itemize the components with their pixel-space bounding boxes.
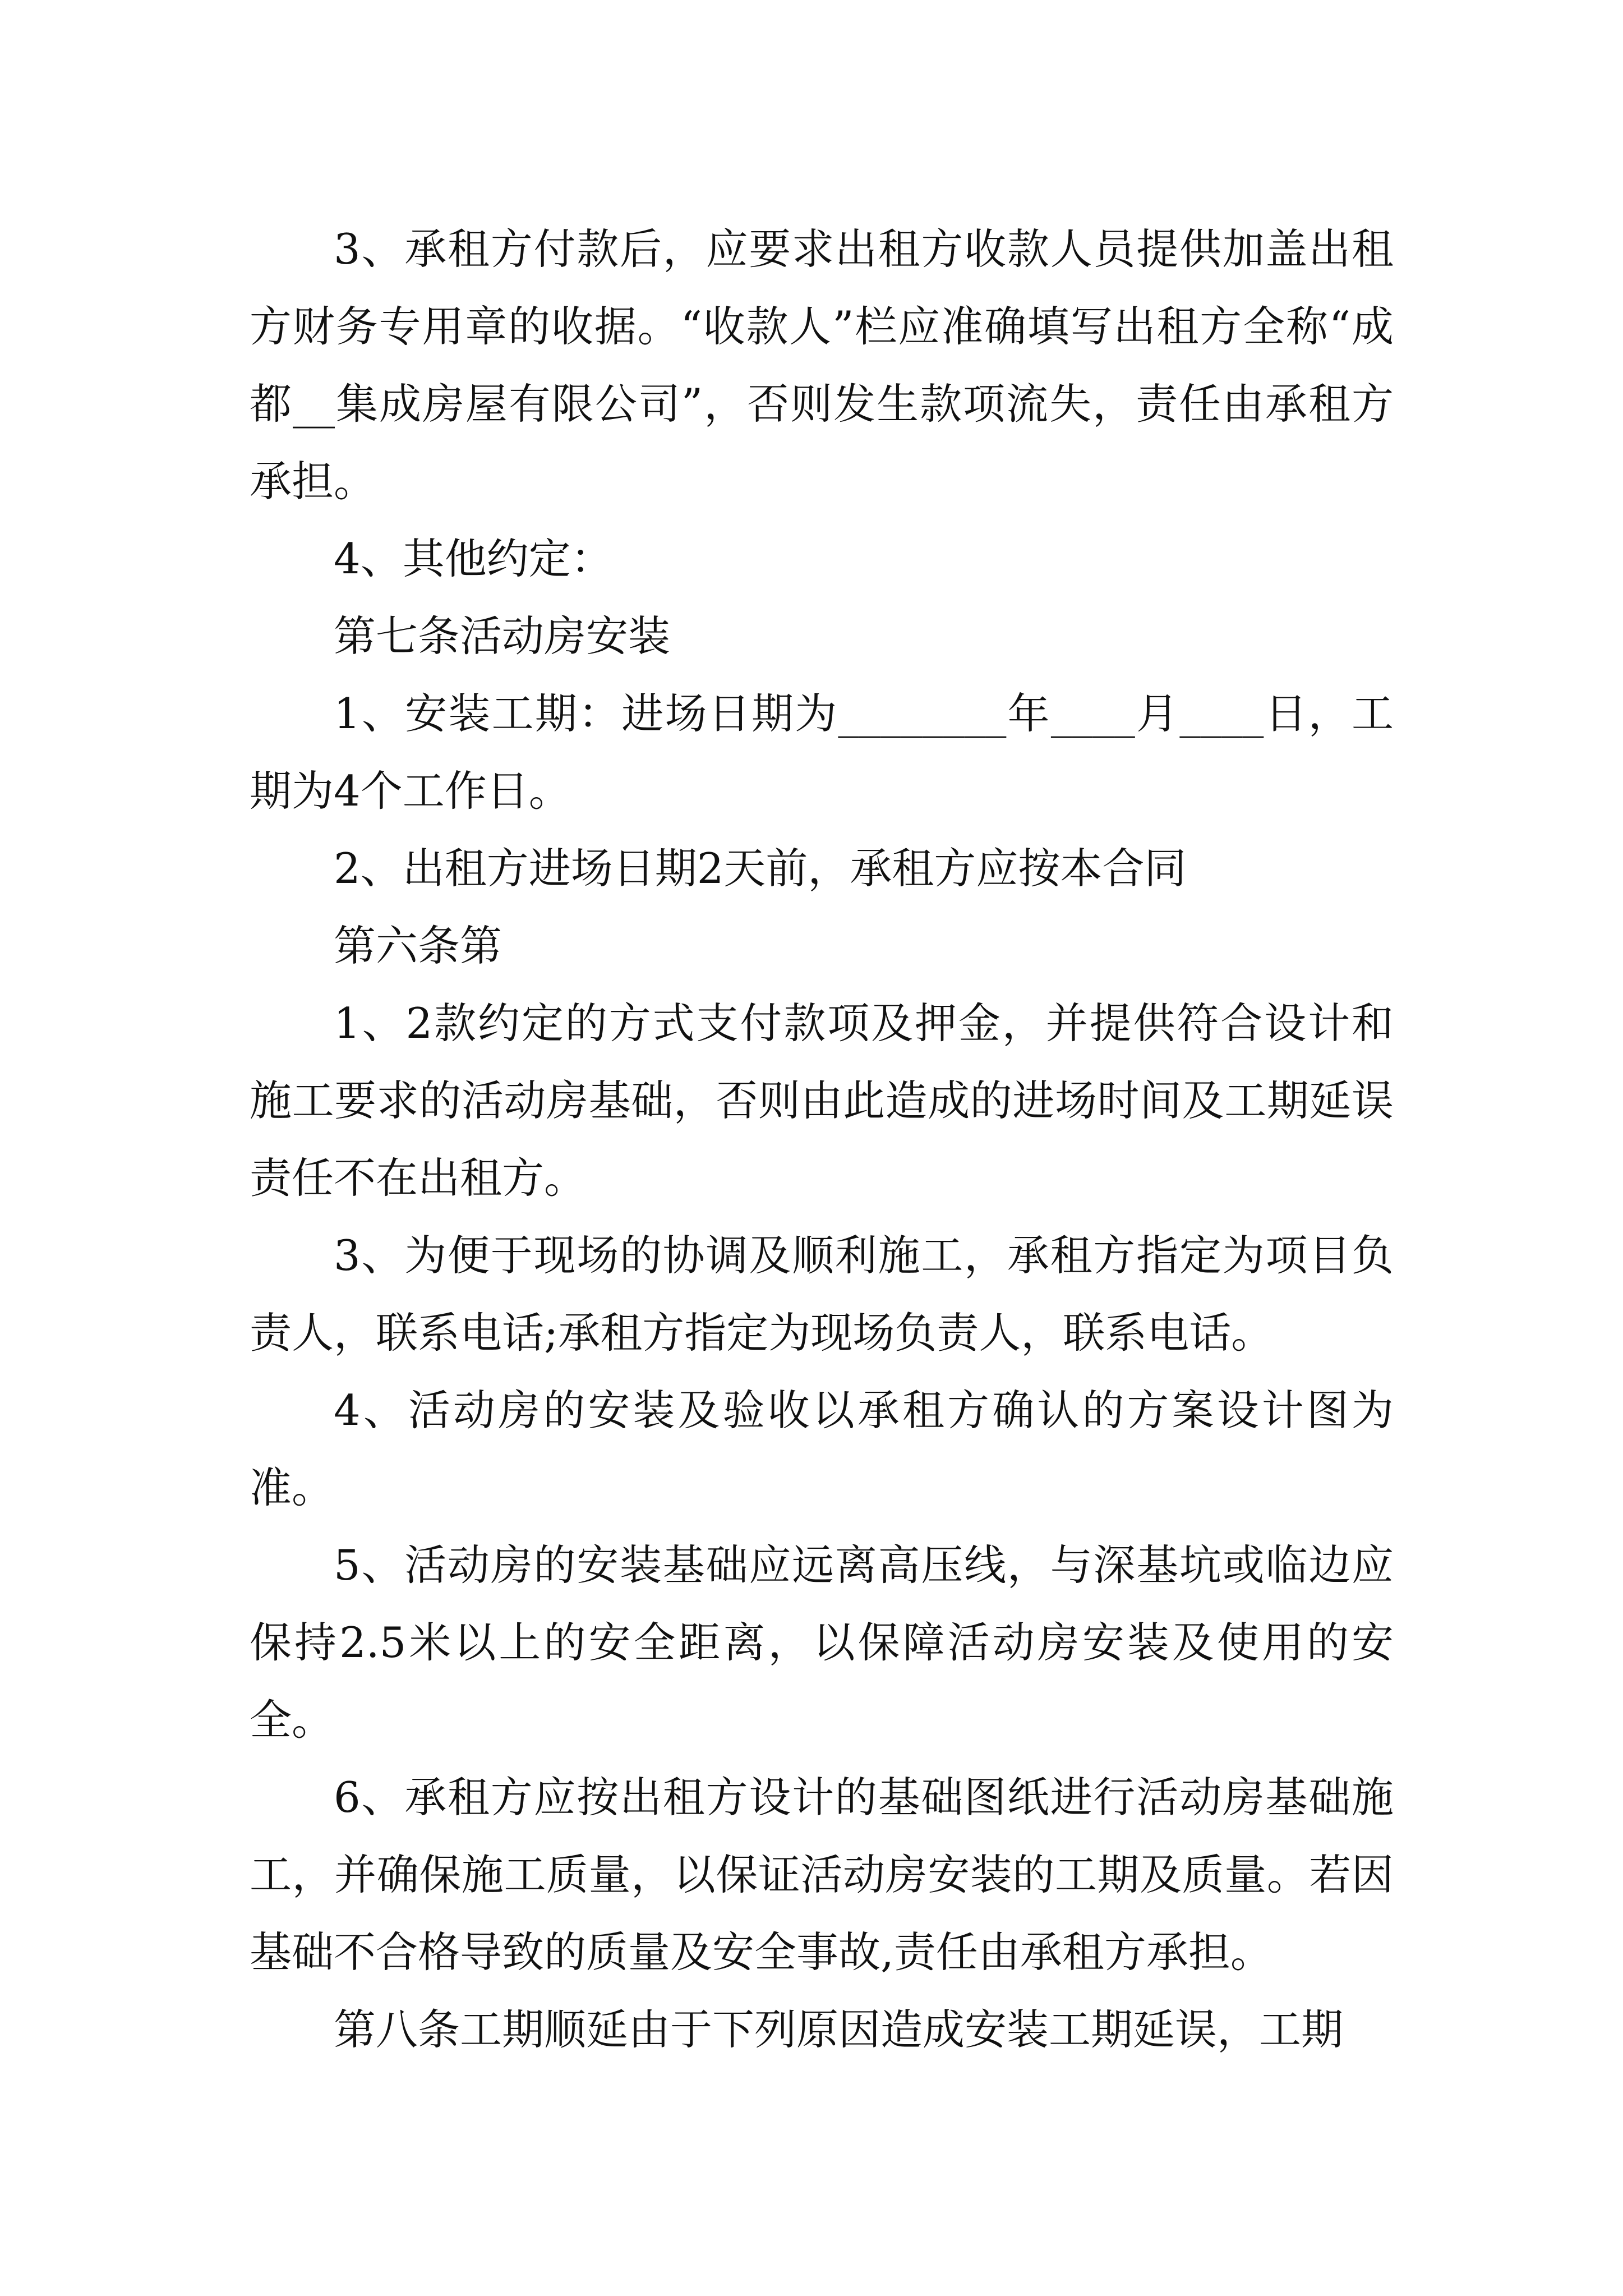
paragraph-foundation-quality: 6、承租方应按出租方设计的基础图纸进行活动房基础施工，并确保施工质量，以保证活动房安装的工期及质量。若因基础不合格导致的质量及安全事故,责任由承租方承担。 (250, 1773, 1394, 1977)
paragraph-article-6-ref: 第六条第 (334, 921, 502, 970)
paragraph-acceptance: 4、活动房的安装及验收以承租方确认的方案设计图为准。 (250, 1386, 1394, 1512)
paragraph-payment-foundation: 1、2款约定的方式支付款项及押金，并提供符合设计和施工要求的活动房基础，否则由此造成的进场时间及工期延误责任不在出租方。 (250, 999, 1394, 1203)
paragraph-site-coordination: 3、为便于现场的协调及顺利施工，承租方指定为项目负责人，联系电话;承租方指定为现场负责人，联系电话。 (250, 1231, 1394, 1358)
paragraph-article-8: 第八条工期顺延由于下列原因造成安装工期延误，工期 (334, 2005, 1344, 2054)
paragraph-other-agreements: 4、其他约定： (334, 534, 613, 583)
paragraph-entry-date: 2、出租方进场日期2天前，承租方应按本合同 (334, 844, 1187, 893)
paragraph-safety-distance: 5、活动房的安装基础应远离高压线，与深基坑或临边应保持2.5米以上的安全距离，以保障活动房安装及使用的安全。 (250, 1540, 1394, 1745)
paragraph-install-period: 1、安装工期：进场日期为________年____月____日，工期为4个工作日。 (250, 689, 1394, 816)
heading-article-7: 第七条活动房安装 (334, 611, 671, 661)
document-body (250, 210, 1394, 2068)
paragraph-payment-receipt: 3、承租方付款后，应要求出租方收款人员提供加盖出租方财务专用章的收据。“收款人”栏应准确填写出租方全称“成都__集成房屋有限公司”，否则发生款项流失，责任由承租方承担。 (250, 224, 1394, 506)
